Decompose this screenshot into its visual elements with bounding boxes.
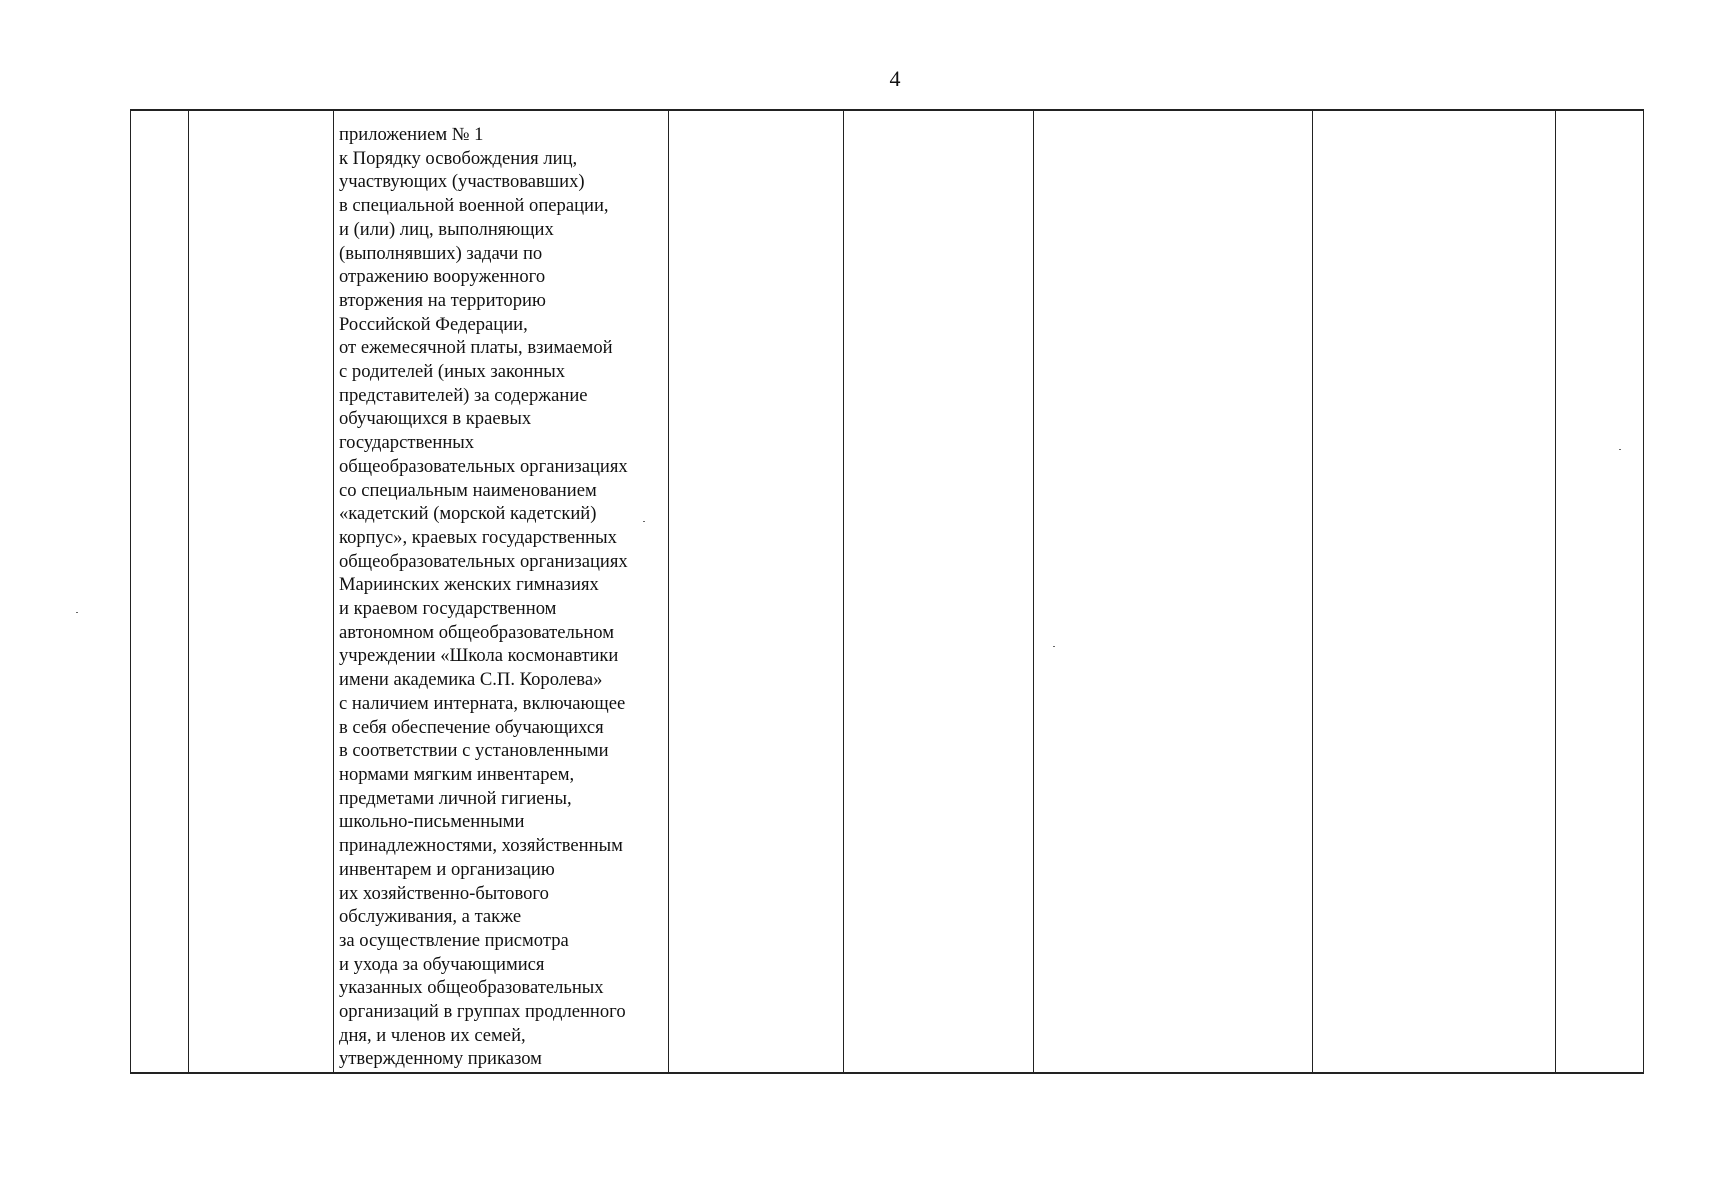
table-cell-col-4 (669, 110, 844, 1073)
cell-text-col-2 (189, 111, 333, 123)
cell-text-col-7 (1313, 111, 1555, 123)
scan-speck (76, 612, 78, 613)
table-cell-col-1 (131, 110, 189, 1073)
cell-text-col-4 (669, 111, 843, 123)
document-table (130, 109, 1644, 1074)
table-cell-col-2 (189, 110, 334, 1073)
cell-text-col-3: приложением № 1 к Порядку освобождения лиц, участвующих (участвовавших) в специальной военной операции, и (или) лиц, выполняющих (выполнявших) задачи по отражению вооруженного вторжения на территорию Российской Федерации, от ежемесячной платы, взимаемой с родителей (иных законных представителей) за содержание обучающихся в краевых государственных общеобразовательных организациях со специальным наименованием «кадетский (морской кадетский) корпус», краевых государственных общеобразовательных организациях Мариинских женских гимназиях и краевом государственном автономном общеобразовательном учреждении «Школа космонавтики имени академика С.П. Королева» с наличием интерната, включающее в себя обеспечение обучающихся в соответствии с установленными нормами мягким инвентарем, предметами личной гигиены, школьно-письменными принадлежностями, хозяйственным инвентарем и организацию их хозяйственно-бытового обслуживания, а также за осуществление присмотра и ухода за обучающимися указанных общеобразовательных организаций в группах продленного дня, и членов их семей, утвержденному приказом (339, 124, 628, 1070)
scan-speck (1053, 646, 1055, 647)
page-number: 4 (889, 66, 901, 91)
table-cell-col-8 (1556, 110, 1644, 1073)
cell-text-col-6 (1034, 111, 1312, 123)
table-cell-col-6 (1034, 110, 1313, 1073)
table-cell-col-3 (334, 110, 669, 1073)
scan-speck (643, 521, 645, 522)
table-cell-col-5 (844, 110, 1034, 1073)
cell-text-col-5 (844, 111, 1033, 123)
cell-text-col-8 (1556, 111, 1643, 123)
cell-text-col-1 (131, 111, 188, 123)
table-row (131, 110, 1644, 1073)
scan-speck (1619, 449, 1621, 450)
table-cell-col-7 (1313, 110, 1556, 1073)
